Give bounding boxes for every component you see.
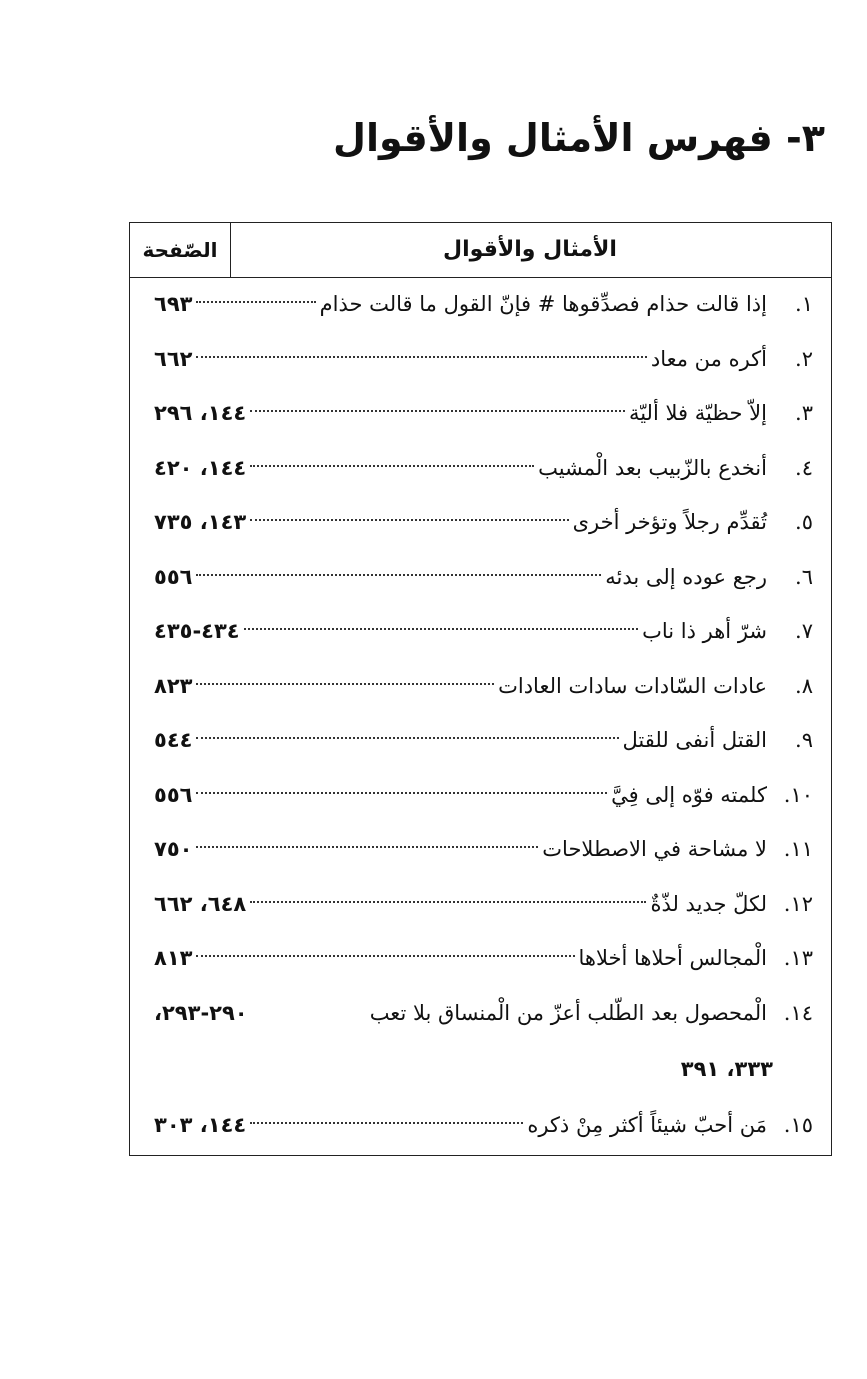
entry-number: ٢. <box>795 346 813 371</box>
list-item <box>154 550 813 605</box>
entry-number: ١٠. <box>783 782 813 807</box>
entry-text: الْمجالس أحلاها أخلاها <box>578 946 767 970</box>
dot-leader <box>244 628 638 630</box>
list-item <box>154 332 813 387</box>
entry-text: مَن أحبّ شيئاً أكثر مِنْ ذكره <box>527 1112 767 1137</box>
entry-pages: ١٤٤، ٣٠٣ <box>154 1112 247 1137</box>
dot-leader <box>250 1122 523 1124</box>
list-item <box>154 931 813 986</box>
entry-pages: ٥٥٦ <box>154 564 193 589</box>
entry-text: إلاّ حظيّة فلا أليّة <box>628 401 767 425</box>
entry-pages: ٦٤٨، ٦٦٢ <box>154 891 247 916</box>
entry-pages: ١٤٤، ٤٢٠ <box>154 455 247 480</box>
list-item <box>154 386 813 441</box>
entry-number: ٩. <box>795 728 813 752</box>
list-item <box>154 441 813 496</box>
entry-text: إذا قالت حذام فصدِّقوها # فإنّ القول ما قالت حذام <box>319 292 767 316</box>
entry-text: عادات السّادات سادات العادات <box>498 673 767 698</box>
dot-leader <box>196 846 538 848</box>
header-proverbs: الأمثال والأقوال <box>443 237 617 262</box>
entry-number: ٥. <box>795 510 813 534</box>
entry-pages: ٥٤٤ <box>154 728 193 752</box>
dot-leader <box>196 792 607 794</box>
entry-pages: ٤٣٤-٤٣٥ <box>154 619 240 643</box>
entry-number: ١٥. <box>783 1112 813 1137</box>
list-item <box>154 604 813 659</box>
entry-pages: ٥٥٦ <box>154 782 193 807</box>
entry-number: ٦. <box>795 564 813 589</box>
entry-text: تُقدِّم رجلاً وتؤخر أخرى <box>572 510 767 534</box>
entry-number: ١٣. <box>783 946 813 970</box>
dot-leader <box>196 356 646 358</box>
list-item <box>154 768 813 823</box>
entry-number: ١. <box>795 292 813 316</box>
dot-leader <box>196 683 494 685</box>
list-item <box>154 822 813 877</box>
entry-pages: ٦٦٢ <box>154 346 193 371</box>
list-item <box>154 495 813 550</box>
list-item <box>154 877 813 932</box>
dot-leader <box>196 574 601 576</box>
list-item <box>154 986 813 1098</box>
entry-number: ٨. <box>795 673 813 698</box>
page-title: ٣- فهرس الأمثال والأقوال <box>333 116 825 160</box>
dot-leader <box>250 901 646 903</box>
entry-pages-continued: ٣٣٣، ٣٩١ <box>680 1056 773 1081</box>
entry-number: ٣. <box>795 401 813 425</box>
entry-pages: ١٤٣، ٧٣٥ <box>154 510 247 534</box>
entry-pages: ٨١٣ <box>154 946 193 970</box>
table-header-row <box>130 223 831 278</box>
dot-leader <box>196 737 618 739</box>
dot-leader <box>250 519 568 521</box>
entry-pages: ٧٥٠ <box>154 837 193 861</box>
entry-text: شرّ أهر ذا ناب <box>642 619 767 643</box>
entry-pages: ١٤٤، ٢٩٦ <box>154 401 247 425</box>
entry-text: أنخدع بالزّبيب بعد الْمشيب <box>538 455 767 480</box>
dot-leader <box>196 301 315 303</box>
entry-text: لكلّ جديد لذّةٌ <box>650 891 767 916</box>
entry-text: رجع عوده إلى بدئه <box>605 564 767 589</box>
dot-leader <box>250 410 625 412</box>
list-item <box>154 1098 813 1153</box>
entry-number: ٤. <box>795 455 813 480</box>
entry-text: كلمته فوّه إلى فِيَّ <box>611 782 767 807</box>
entry-text: أكره من معاد <box>650 346 767 371</box>
entry-text: لا مشاحة في الاصطلاحات <box>542 837 767 861</box>
entry-pages: ٦٩٣ <box>154 292 193 316</box>
entry-number: ١١. <box>783 837 813 861</box>
list-item <box>154 713 813 768</box>
entry-text: القتل أنفى للقتل <box>622 728 767 752</box>
entry-pages: ٨٢٣ <box>154 673 193 698</box>
entry-number: ١٢. <box>783 891 813 916</box>
proverbs-index-table <box>129 222 832 1156</box>
list-item <box>154 659 813 714</box>
list-item <box>154 277 813 332</box>
dot-leader <box>250 465 534 467</box>
header-page: الصّفحة <box>130 223 231 277</box>
entry-text: الْمحصول بعد الطّلب أعزّ من الْمنساق بلا تعب <box>369 1000 767 1025</box>
entry-number: ٧. <box>795 619 813 643</box>
entry-number: ١٤. <box>783 1000 813 1025</box>
entries-list <box>130 277 831 1152</box>
entry-pages: ٢٩٠-٢٩٣، <box>154 1000 248 1025</box>
dot-leader <box>196 955 574 957</box>
